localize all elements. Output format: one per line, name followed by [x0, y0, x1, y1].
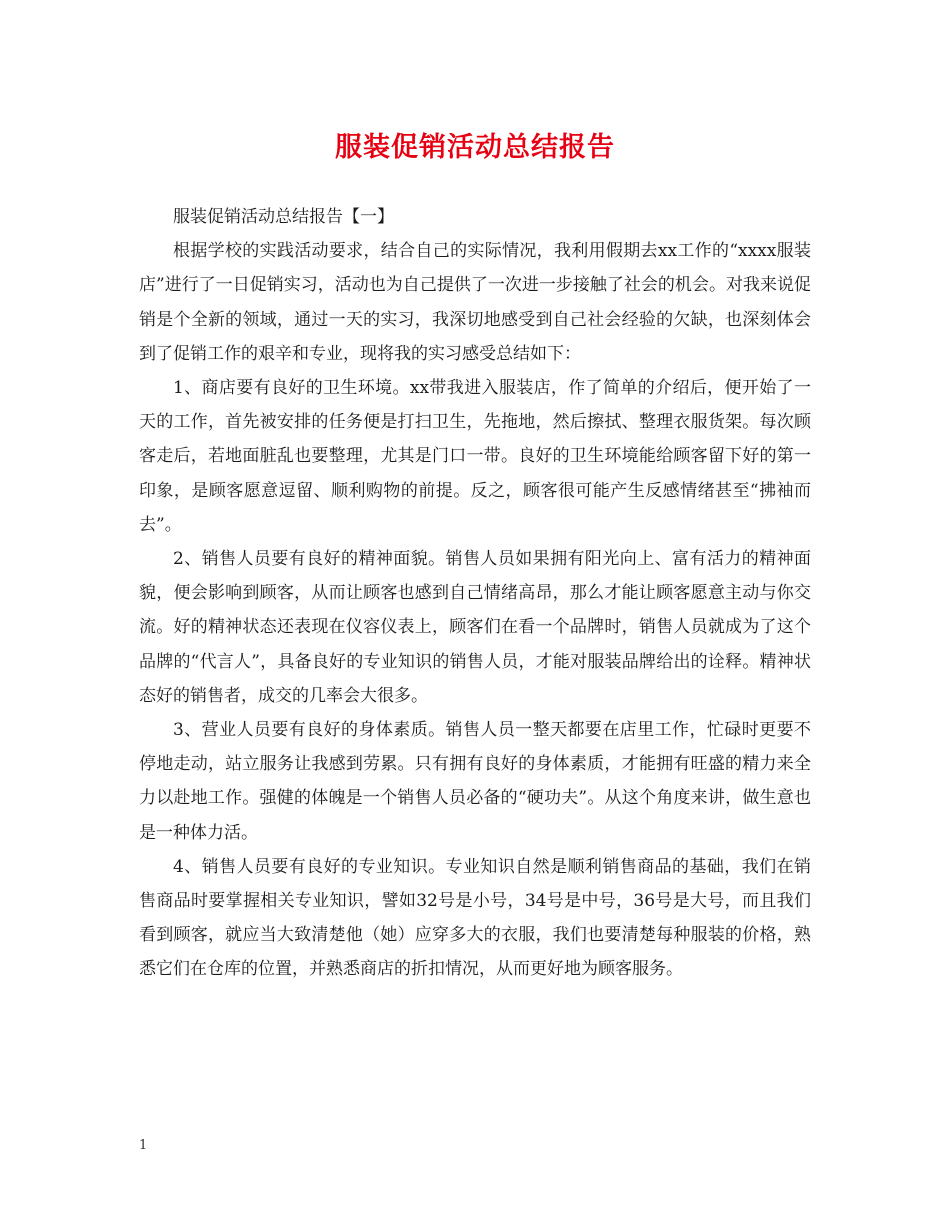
- point-2-paragraph: 2、销售人员要有良好的精神面貌。销售人员如果拥有阳光向上、富有活力的精神面貌，便会影响到顾客，从而让顾客也感到自己情绪高昂，那么才能让顾客愿意主动与你交流。好的精神状态还表现在仪容仪表上，顾客们在看一个品牌时，销售人员就成为了这个品牌的“代言人”，具备良好的专业知识的销售人员，才能对服装品牌给出的诠释。精神状态好的销售者，成交的几率会大很多。: [139, 549, 811, 706]
- page-number: 1: [139, 1138, 148, 1153]
- point-4-paragraph: 4、销售人员要有良好的专业知识。专业知识自然是顺利销售商品的基础，我们在销售商品时要掌握相关专业知识，譬如32号是小号，34号是中号，36号是大号，而且我们看到顾客，就应当大致清楚他（她）应穿多大的衣服，我们也要清楚每种服装的价格，熟悉它们在仓库的位置，并熟悉商店的折扣情况，从而更好地为顾客服务。: [139, 856, 811, 980]
- document-title: 服装促销活动总结报告: [335, 132, 615, 163]
- section-heading: 服装促销活动总结报告【一】: [173, 207, 394, 227]
- point-1-paragraph: 1、商店要有良好的卫生环境。xx带我进入服装店，作了简单的介绍后，便开始了一天的工作，首先被安排的任务便是打扫卫生，先拖地，然后擦拭、整理衣服货架。每次顾客走后，若地面脏乱也要整理，尤其是门口一带。良好的卫生环境能给顾客留下好的第一印象，是顾客愿意逗留、顺利购物的前提。反之，顾客很可能产生反感情绪甚至“拂袖而去”。: [139, 378, 811, 535]
- document-body: [139, 200, 811, 987]
- intro-paragraph: 根据学校的实践活动要求，结合自己的实际情况，我利用假期去xx工作的“xxxx服装店”进行了一日促销实习，活动也为自己提供了一次进一步接触了社会的机会。对我来说促销是个全新的领域，通过一天的实习，我深切地感受到自己社会经验的欠缺，也深刻体会到了促销工作的艰辛和专业，现将我的实习感受总结如下：: [139, 241, 811, 364]
- point-3-paragraph: 3、营业人员要有良好的身体素质。销售人员一整天都要在店里工作，忙碌时更要不停地走动，站立服务让我感到劳累。只有拥有良好的身体素质，才能拥有旺盛的精力来全力以赴地工作。强健的体魄是一个销售人员必备的“硬功夫”。从这个角度来讲，做生意也是一种体力活。: [139, 720, 811, 843]
